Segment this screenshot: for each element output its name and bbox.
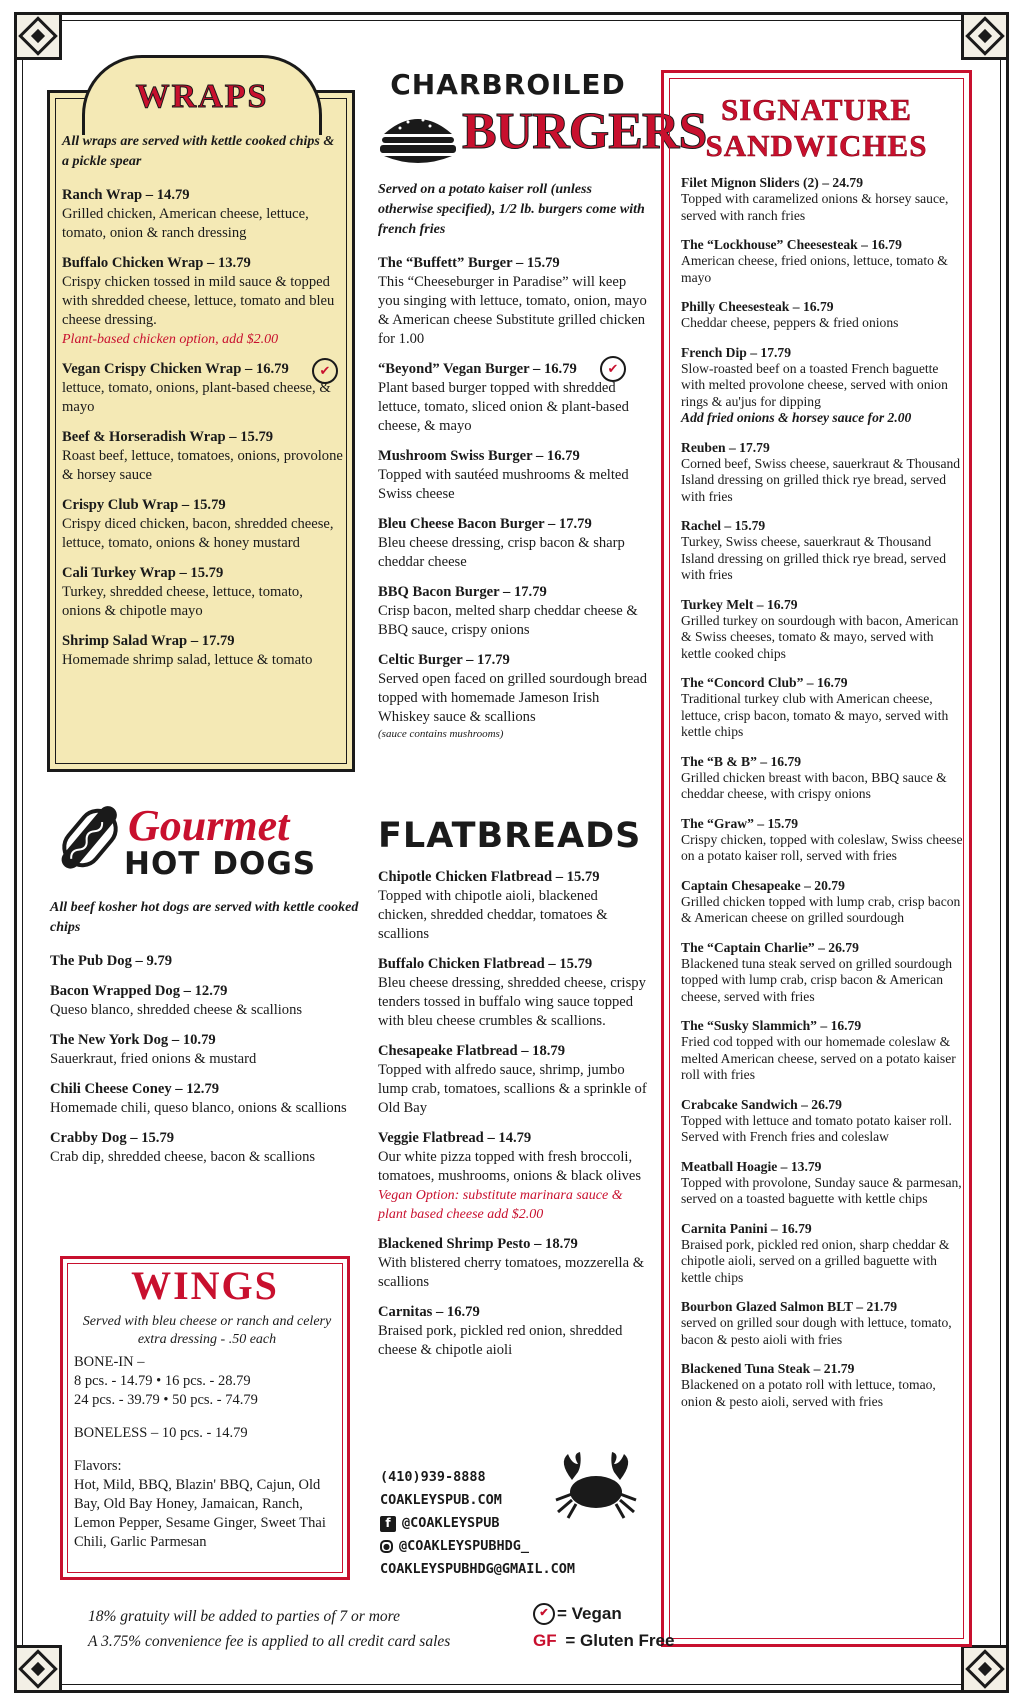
item-name: The “B & B” – 16.79 [681,753,802,769]
menu-item [681,754,963,803]
item-name: Filet Mignon Sliders (2) – 24.79 [681,175,863,190]
item-name: Cali Turkey Wrap – 15.79 [62,565,224,581]
legend-vegan-label: = Vegan [557,1604,622,1623]
menu-item [681,1221,963,1287]
item-desc: Crispy chicken, topped with coleslaw, Swiss cheese on a potato kaiser roll, served with fries [681,831,963,863]
gratuity-note: 18% gratuity will be added to parties of 7 or more [88,1608,400,1625]
item-desc: Queso blanco, shredded cheese & scallions [50,1002,303,1018]
item-desc: Slow-roasted beef on a toasted French baguette with melted provolone cheese, served with onion rings & au'jus for dipping [681,360,948,409]
flatbreads-title: FLATBREADS [378,816,642,856]
menu-item [62,428,344,485]
instagram-icon: ● [380,1540,393,1553]
item-name: “Beyond” Vegan Burger – 16.79 [378,361,577,377]
menu-item [378,868,650,944]
menu-item [378,360,648,436]
menu-item [62,564,344,621]
item-name: Bourbon Glazed Salmon BLT – 21.79 [681,1299,898,1314]
menu-item [681,440,963,506]
item-name: Turkey Melt – 16.79 [681,596,798,612]
menu-item [681,518,963,584]
menu-item [62,632,344,670]
item-desc: Sauerkraut, fried onions & mustard [50,1051,257,1067]
menu-item [681,816,963,865]
wraps-title: WRAPS [135,78,269,115]
instagram-handle: @COAKLEYSPUBHDG_ [399,1538,530,1554]
burger-icon [378,108,458,168]
menu-item [50,1031,360,1069]
wings-boneless: BONELESS – 10 pcs. - 14.79 [74,1425,248,1441]
corner-ornament-icon [961,1645,1009,1693]
item-desc: Crispy diced chicken, bacon, shredded cheese, lettuce, tomato, onions & honey mustard [62,516,334,551]
item-desc: Blackened tuna steak served on grilled sourdough topped with lump crab, crisp bacon & American cheese, served with fries [681,955,953,1004]
menu-item [681,345,963,427]
facebook-handle: @COAKLEYSPUB [402,1515,500,1531]
item-desc: Crispy chicken tossed in mild sauce & topped with shredded cheese, lettuce, tomato and bleu cheese dressing. [62,274,335,328]
corner-ornament-icon [14,12,62,60]
item-name: Celtic Burger – 17.79 [378,652,510,668]
item-desc: Topped with provolone, Sunday sauce & parmesan, served on a toasted baguette with kettle chips [681,1174,962,1206]
item-desc: Cheddar cheese, peppers & fried onions [681,315,899,330]
item-desc: Grilled chicken breast with bacon, BBQ sauce & cheddar cheese, with crispy onions [681,769,947,801]
hotdogs-intro: All beef kosher hot dogs are served with kettle cooked chips [50,900,359,935]
menu-item [378,1042,650,1118]
item-desc: Grilled chicken topped with lump crab, crisp bacon & American cheese on grilled sourdough [681,893,961,925]
item-name: Bleu Cheese Bacon Burger – 17.79 [378,516,592,532]
item-name: Buffalo Chicken Flatbread – 15.79 [378,956,593,972]
item-desc: Turkey, Swiss cheese, sauerkraut & Thousand Island dressing on grilled thick rye bread, served with fries [681,534,946,582]
vegan-badge-icon: ✔ [312,358,338,384]
item-name: Carnita Panini – 16.79 [681,1220,812,1236]
legend-gf-label: = Gluten Free [565,1631,675,1650]
menu-item [681,299,963,332]
item-name: Blackened Shrimp Pesto – 18.79 [378,1236,578,1252]
burgers-title-top: CHARBROILED [390,68,626,101]
item-desc: Crab dip, shredded cheese, bacon & scallions [50,1149,316,1165]
vegan-badge-icon: ✔ [533,1603,555,1625]
item-desc: Homemade shrimp salad, lettuce & tomato [62,652,313,668]
hot-dog-icon [48,790,132,886]
menu-item [62,186,344,243]
item-name: The “Concord Club” – 16.79 [681,675,848,690]
menu-item [50,1080,360,1118]
item-desc: Plant based burger topped with shredded lettuce, tomato, sliced onion & plant-based cheese, & mayo [378,380,629,434]
footer-notes [88,1604,450,1654]
menu-item [378,515,648,572]
signature-title-line1: SIGNATURE [720,92,913,127]
item-desc: Topped with alfredo sauce, shrimp, jumbo lump crab, tomatoes, scallions & a sprinkle of Old Bay [378,1062,647,1116]
menu-item [378,447,648,504]
item-note: Vegan Option: substitute marinara sauce & plant based cheese add $2.00 [378,1188,623,1222]
item-name: Philly Cheesesteak – 16.79 [681,299,834,314]
item-desc: Our white pizza topped with fresh broccoli, tomatoes, mushrooms, onions & black olives [378,1149,642,1184]
menu-item [378,1129,650,1224]
wings-bone-in-prices-1: 8 pcs. - 14.79 • 16 pcs. - 28.79 [74,1373,251,1389]
item-name: Carnitas – 16.79 [378,1304,480,1320]
menu-item [50,952,360,971]
instagram-row[interactable] [380,1535,575,1558]
item-desc: Grilled turkey on sourdough with bacon, American & Swiss cheeses, tomato & mayo, served with kettle cooked chips [681,612,959,661]
signature-title [661,92,972,164]
item-name: The “Susky Slammich” – 16.79 [681,1018,862,1033]
legend-vegan [533,1600,674,1627]
menu-item [681,175,963,224]
hotdogs-title-script: Gourmet [128,801,290,850]
item-name: Meatball Hoagie – 13.79 [681,1158,822,1174]
item-name: Rachel – 15.79 [681,518,766,533]
item-desc: Braised pork, pickled red onion, sharp cheddar & chipotle aioli, served on a grilled baguette with kettle chips [681,1236,950,1285]
menu-item [378,1303,650,1360]
item-name: Chesapeake Flatbread – 18.79 [378,1043,566,1059]
menu-item [681,597,963,663]
item-name: Ranch Wrap – 14.79 [62,187,190,203]
menu-item [681,1299,963,1348]
item-name: Buffalo Chicken Wrap – 13.79 [62,255,251,271]
legend [533,1600,674,1654]
item-name: The New York Dog – 10.79 [50,1032,216,1048]
corner-ornament-icon [14,1645,62,1693]
item-desc: Braised pork, pickled red onion, shredded cheese & chipotle aioli [378,1323,623,1358]
item-addon: Add fried onions & horsey sauce for 2.00 [681,410,912,425]
menu-item [378,955,650,1031]
item-desc: American cheese, fried onions, lettuce, tomato & mayo [681,253,948,285]
item-desc: Homemade chili, queso blanco, onions & scallions [50,1100,347,1116]
website-link[interactable]: COAKLEYSPUB.COM [380,1492,502,1508]
wraps-list [62,132,344,681]
menu-item [378,254,648,349]
menu-item [681,1159,963,1208]
item-name: BBQ Bacon Burger – 17.79 [378,584,547,600]
item-name: Beef & Horseradish Wrap – 15.79 [62,429,274,445]
item-desc: Served open faced on grilled sourdough bread topped with homemade Jameson Irish Whiskey sauce & scallions [378,671,648,725]
wings-intro: Served with bleu cheese or ranch and celery extra dressing - .50 each [82,1314,332,1347]
phone-number[interactable]: (410)939-8888 [380,1469,486,1485]
item-name: Veggie Flatbread – 14.79 [378,1130,532,1146]
wings-flavors-label: Flavors: [74,1458,122,1474]
wings-title: WINGS [131,1263,279,1308]
menu-item [681,1018,963,1084]
item-name: The Pub Dog – 9.79 [50,953,173,969]
item-desc: Crisp bacon, melted sharp cheddar cheese & BBQ sauce, crispy onions [378,603,638,638]
burgers-list [378,180,648,752]
item-name: Vegan Crispy Chicken Wrap – 16.79 [62,361,289,377]
menu-item [681,878,963,927]
hotdogs-title: HOT DOGS [124,846,317,882]
hotdogs-list [50,898,360,1178]
signature-list [681,175,963,1423]
menu-item [50,982,360,1020]
item-name: Chipotle Chicken Flatbread – 15.79 [378,869,600,885]
item-name: Chili Cheese Coney – 12.79 [50,1081,220,1097]
item-desc: Corned beef, Swiss cheese, sauerkraut & Thousand Island dressing on grilled thick rye bread, served with fries [681,455,961,504]
item-name: Blackened Tuna Steak – 21.79 [681,1361,855,1376]
burgers-title: BURGERS [462,103,707,160]
crab-icon [538,1450,648,1520]
item-desc: Fried cod topped with our homemade coleslaw & melted American cheese, served on a potato kaiser roll with fries [681,1034,956,1082]
menu-item [681,1361,963,1410]
item-note: Plant-based chicken option, add $2.00 [62,332,279,347]
menu-item [62,360,344,417]
item-desc: Bleu cheese dressing, shredded cheese, crispy tenders tossed in buffalo wing sauce topped with bleu cheese crumbles & scallions. [378,975,646,1029]
menu-item [681,237,963,286]
menu-item [681,1097,963,1146]
item-note: (sauce contains mushrooms) [378,728,504,740]
item-desc: Topped with chipotle aioli, blackened chicken, shredded cheddar, tomatoes & scallions [378,888,608,942]
item-desc: Topped with sautéed mushrooms & melted Swiss cheese [378,467,629,502]
item-desc: Topped with lettuce and tomato potato kaiser roll. Served with French fries and coleslaw [681,1112,952,1144]
item-desc: Bleu cheese dressing, crisp bacon & sharp cheddar cheese [378,535,625,570]
item-desc: Blackened on a potato roll with lettuce, tomao, onion & pesto aioli, served with fries [681,1377,936,1409]
gf-abbr: GF [533,1631,557,1650]
item-desc: served on grilled sour dough with lettuce, tomato, bacon & pesto aioli with fries [681,1315,952,1347]
item-name: Mushroom Swiss Burger – 16.79 [378,448,580,464]
corner-ornament-icon [961,12,1009,60]
item-name: Bacon Wrapped Dog – 12.79 [50,983,228,999]
menu-item [681,940,963,1006]
vegan-badge-icon: ✔ [600,356,626,382]
legend-gf [533,1627,674,1654]
item-desc: Roast beef, lettuce, tomatoes, onions, provolone & horsey sauce [62,448,343,483]
menu-item [378,651,648,741]
item-name: Crabby Dog – 15.79 [50,1130,175,1146]
item-name: French Dip – 17.79 [681,344,792,360]
item-name: The “Captain Charlie” – 26.79 [681,939,859,955]
item-name: Crispy Club Wrap – 15.79 [62,497,226,513]
menu-item [50,1129,360,1167]
facebook-icon: f [380,1516,396,1532]
item-name: The “Graw” – 15.79 [681,815,799,831]
wings-flavors: Hot, Mild, BBQ, Blazin' BBQ, Cajun, Old Bay, Old Bay Honey, Jamaican, Ranch, Lemon Pepper, Sesame Ginger, Sweet Thai Chili, Garlic Parmesan [74,1477,326,1550]
item-desc: This “Cheeseburger in Paradise” will keep you singing with lettuce, tomato, onion, mayo & American cheese Substitute grilled chicken for 1.00 [378,274,647,347]
burgers-intro: Served on a potato kaiser roll (unless otherwise specified), 1/2 lb. burgers come with french fries [378,182,645,237]
signature-title-line2: SANDWICHES [705,128,928,163]
wings-content [74,1313,340,1552]
item-name: Shrimp Salad Wrap – 17.79 [62,633,235,649]
menu-item [62,496,344,553]
email-link[interactable]: COAKLEYSPUBHDG@GMAIL.COM [380,1561,576,1577]
menu-item [378,1235,650,1292]
item-desc: Topped with caramelized onions & horsey sauce, served with ranch fries [681,191,949,223]
item-desc: With blistered cherry tomatoes, mozzerella & scallions [378,1255,645,1290]
item-name: Reuben – 17.79 [681,439,770,455]
menu-item [681,675,963,741]
item-name: Captain Chesapeake – 20.79 [681,877,845,893]
menu-item [62,254,344,349]
wings-bone-in-label: BONE-IN – [74,1354,145,1370]
wraps-intro: All wraps are served with kettle cooked chips & a pickle spear [62,134,335,169]
fee-note: A 3.75% convenience fee is applied to all credit card sales [88,1633,451,1650]
menu-item [378,583,648,640]
item-name: Crabcake Sandwich – 26.79 [681,1096,842,1112]
item-desc: Turkey, shredded cheese, lettuce, tomato, onions & chipotle mayo [62,584,303,619]
item-desc: Grilled chicken, American cheese, lettuce, tomato, onion & ranch dressing [62,206,309,241]
item-name: The “Lockhouse” Cheesesteak – 16.79 [681,237,902,252]
item-name: The “Buffett” Burger – 15.79 [378,255,560,271]
item-desc: lettuce, tomato, onions, plant-based cheese, & mayo [62,380,331,415]
item-desc: Traditional turkey club with American cheese, lettuce, crisp bacon, tomato & mayo, served with kettle chips [681,691,949,739]
flatbreads-list [378,868,650,1371]
wings-bone-in-prices-2: 24 pcs. - 39.79 • 50 pcs. - 74.79 [74,1392,258,1408]
